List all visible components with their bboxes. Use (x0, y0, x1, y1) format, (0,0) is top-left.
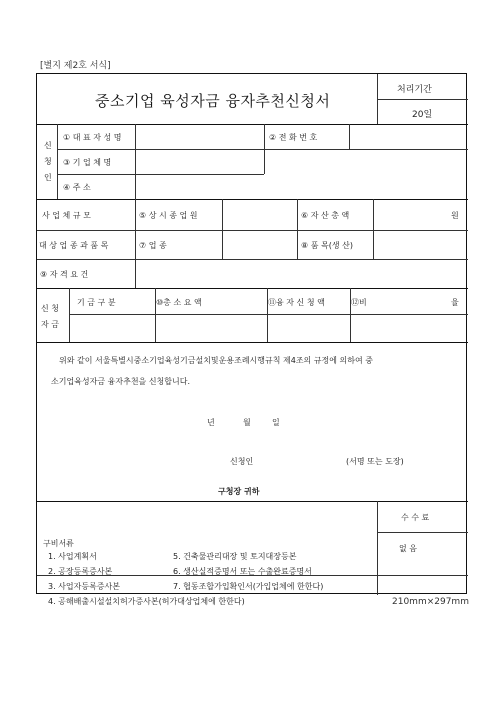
request-amount-field[interactable] (268, 315, 349, 341)
assets-label: ⑥ 자 산 총 액 (301, 211, 350, 220)
sign-placeholder: (서명 또는 도장) (346, 457, 404, 466)
product-field[interactable] (374, 231, 467, 258)
statement-line-2: 소기업육성자금 융자추천을 신청합니다. (51, 377, 191, 386)
sector-label: ⑦ 업 종 (139, 241, 167, 250)
fee-value: 없 음 (399, 544, 417, 553)
business-size-label: 사 업 체 규 모 (42, 211, 91, 220)
sector-field[interactable] (223, 231, 296, 258)
date-month: 월 (243, 418, 251, 427)
assets-field[interactable] (374, 200, 444, 229)
applicant-side-2: 청 (44, 157, 52, 166)
industry-label: 대 상 업 종 과 품 목 (39, 241, 109, 250)
doc-item-7: 7. 협동조합가입확인서(가입업체에 한한다) (173, 582, 324, 591)
fund-type-field[interactable] (70, 315, 154, 341)
paper-size: 210mm×297mm (392, 597, 469, 607)
doc-item-1: 1. 사업계획서 (48, 552, 97, 561)
ratio-label: ⑫비 (351, 298, 367, 307)
request-amount-label: ⑪융 자 신 청 액 (268, 298, 325, 307)
form-title: 중소기업 육성자금 융자추천신청서 (95, 92, 331, 110)
date-year: 년 (207, 418, 215, 427)
employees-label: ⑤ 상 시 종 업 원 (139, 211, 198, 220)
phone-label: ② 전 화 번 호 (269, 133, 318, 142)
date-day: 일 (272, 418, 280, 427)
recipient: 구청장 귀하 (218, 487, 260, 496)
doc-item-3: 3. 사업자등록증사본 (48, 582, 120, 591)
form-caption: [별지 제2호 서식] (40, 61, 111, 71)
doc-item-4: 4. 공해배출시설설치허가증사본(허가대상업체에 한한다) (48, 597, 245, 606)
applicant-sign-label: 신청인 (230, 457, 254, 466)
funding-side-2: 자 금 (41, 320, 59, 329)
rep-name-field[interactable] (136, 125, 263, 148)
funding-side-1: 신 청 (41, 304, 59, 313)
applicant-side-1: 신 (44, 141, 52, 150)
address-field[interactable] (136, 175, 466, 198)
rep-name-label: ① 대 표 자 성 명 (63, 133, 122, 142)
processing-divider (377, 99, 468, 100)
assets-unit: 원 (451, 211, 459, 220)
statement-line-1: 위와 같이 서울특별시중소기업육성기금설치및운용조례시행규칙 제4조의 규정에 의하여 중 (59, 356, 374, 365)
doc-item-5: 5. 건축물관리대장 및 토지대장등본 (173, 552, 297, 561)
company-field[interactable] (136, 150, 466, 173)
processing-value: 20일 (412, 110, 433, 120)
product-label: ⑧ 품 목(생 산) (301, 241, 353, 250)
processing-label: 처리기간 (397, 85, 432, 95)
applicant-side-3: 인 (44, 173, 52, 182)
documents-title: 구비서류 (43, 539, 74, 548)
total-need-field[interactable] (156, 315, 266, 341)
total-need-label: ⑩총 소 요 액 (156, 298, 202, 307)
fee-label: 수 수 료 (401, 513, 430, 522)
applicant-side-divider (57, 124, 58, 199)
doc-item-2: 2. 공장등록증사본 (48, 567, 113, 576)
doc-item-6: 6. 생산실적증명서 또는 수출완료증명서 (173, 567, 312, 576)
ratio-unit: 율 (451, 298, 459, 307)
qualification-label: ⑨ 자 격 요 건 (40, 270, 89, 279)
ratio-field[interactable] (351, 315, 467, 341)
company-label: ③ 기 업 체 명 (63, 158, 112, 167)
fund-type-label: 기 금 구 분 (77, 298, 116, 307)
employees-field[interactable] (223, 200, 296, 229)
address-label: ④ 주 소 (63, 183, 91, 192)
qualification-field[interactable] (136, 260, 467, 287)
phone-field[interactable] (350, 125, 467, 148)
